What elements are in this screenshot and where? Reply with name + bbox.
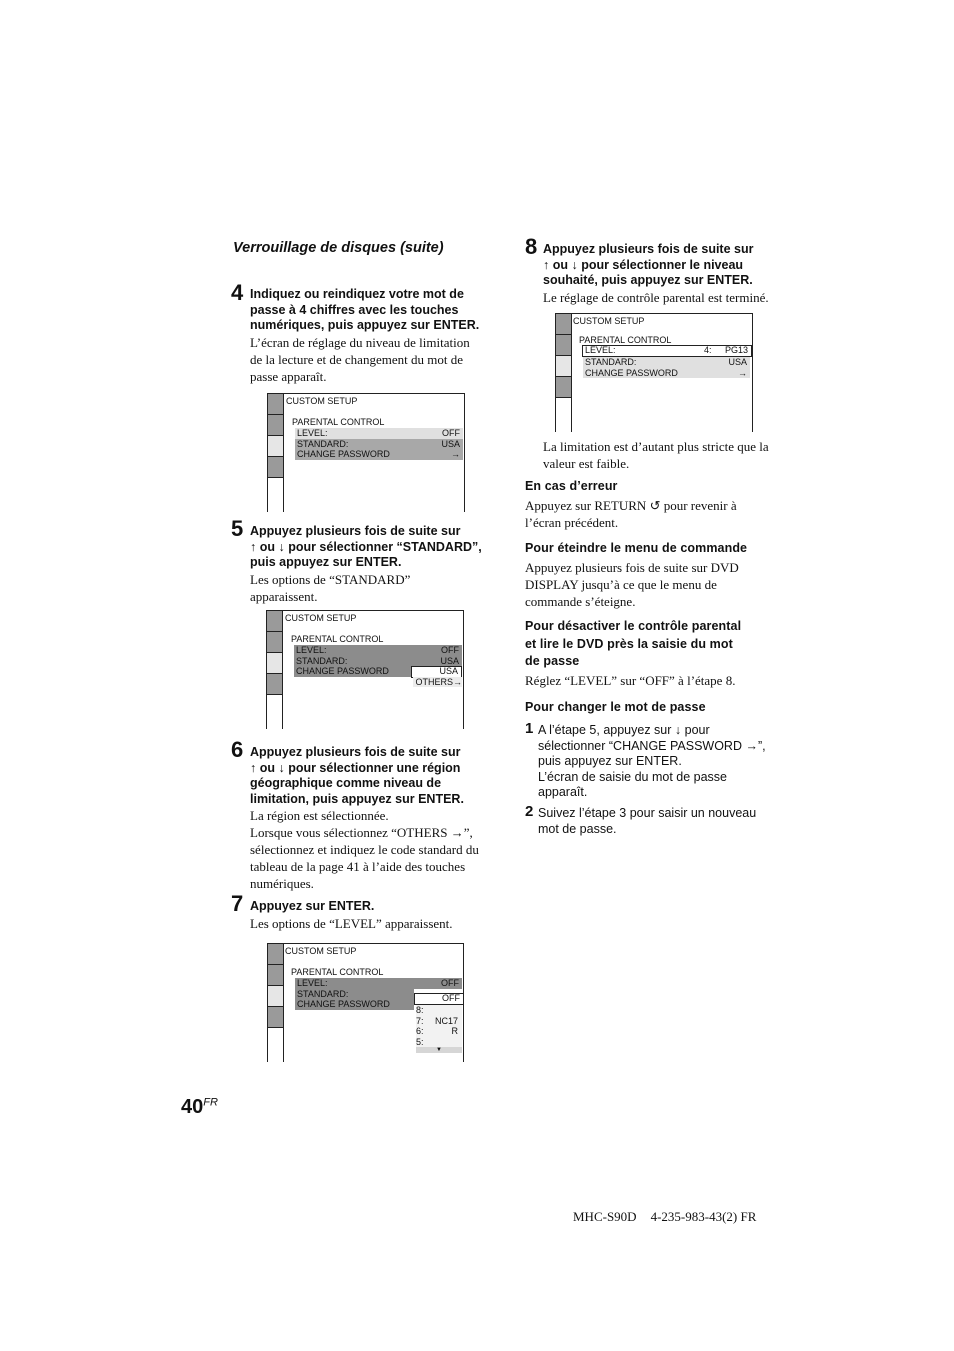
osd-screen-step8	[555, 313, 753, 432]
change-step-2-number: 2	[525, 803, 534, 820]
step-8-note	[543, 438, 769, 472]
text-line: A l’étape 5, appuyez sur ↓ pour	[538, 723, 710, 737]
osd-row-change-password	[294, 666, 411, 677]
text-line: DISPLAY jusqu’à ce que le menu de	[525, 577, 717, 592]
change-step-1-number: 1	[525, 720, 534, 737]
heading-line: de passe	[525, 654, 580, 668]
row-label: STANDARD:	[297, 438, 349, 449]
menu-off-text	[525, 559, 739, 610]
text-line: Appuyez plusieurs fois de suite sur DVD	[525, 560, 739, 575]
level-code: NC17	[434, 1015, 458, 1026]
osd-row-standard	[295, 989, 414, 1000]
osd-header: CUSTOM SETUP	[285, 613, 357, 623]
step-8-line: Appuyez plusieurs fois de suite sur	[543, 242, 754, 256]
osd-icon	[556, 335, 571, 356]
osd-screen-step7	[267, 943, 464, 1062]
osd-level-list	[416, 1005, 462, 1047]
step-6-number: 6	[231, 737, 244, 762]
osd-row-change-password	[583, 368, 750, 379]
step-8-line: ↑ ou ↓ pour sélectionner le niveau	[543, 257, 744, 272]
row-value: OFF	[441, 645, 459, 655]
page-number	[181, 1096, 218, 1119]
step-6-line: Appuyez plusieurs fois de suite sur	[250, 745, 461, 759]
step-4-line: Indiquez ou reindiquez votre mot de	[250, 287, 464, 301]
desc-line: passe apparaît.	[250, 369, 327, 384]
error-text	[525, 497, 737, 531]
list-item	[416, 1037, 462, 1048]
arrow-icon: →	[738, 367, 747, 378]
osd-subheader: PARENTAL CONTROL	[291, 967, 384, 977]
osd-icon	[268, 415, 283, 436]
step-7-description: Les options de “LEVEL” apparaissent.	[250, 916, 453, 931]
row-label: STANDARD:	[297, 988, 349, 999]
row-label: LEVEL:	[297, 978, 328, 988]
text-line: l’écran précédent.	[525, 515, 619, 530]
scroll-down-icon: ▼	[416, 1047, 462, 1053]
row-label: STANDARD:	[585, 357, 637, 367]
step-6-description	[250, 807, 479, 892]
text-line: apparaît.	[538, 785, 588, 799]
level-code: R	[451, 1026, 458, 1036]
osd-icon	[267, 632, 282, 653]
change-password-heading: Pour changer le mot de passe	[525, 700, 706, 714]
osd-icon	[267, 611, 282, 632]
row-value: PG13	[724, 345, 748, 355]
row-label: LEVEL:	[296, 645, 327, 655]
osd-header: CUSTOM SETUP	[286, 396, 358, 406]
step-6-line: ↑ ou ↓ pour sélectionner une région	[250, 760, 461, 775]
osd-icon	[556, 314, 571, 335]
row-value: OFF	[441, 978, 459, 988]
osd-screen-step5	[266, 610, 464, 729]
osd-row-change-password	[295, 999, 414, 1010]
level-num: 4:	[704, 345, 712, 355]
desc-line: sélectionnez et indiquez le code standard du	[250, 842, 479, 857]
row-label: CHANGE PASSWORD	[585, 367, 678, 378]
osd-icon	[268, 1007, 283, 1028]
note-line: valeur est faible.	[543, 456, 630, 471]
text-line: commande s’éteigne.	[525, 594, 636, 609]
osd-subheader: PARENTAL CONTROL	[579, 335, 672, 345]
osd-subheader: PARENTAL CONTROL	[291, 634, 384, 644]
step-5-line: Appuyez plusieurs fois de suite sur	[250, 524, 461, 538]
option-value: USA	[439, 666, 458, 676]
row-label: STANDARD:	[296, 655, 348, 666]
osd-row-level	[295, 978, 462, 989]
osd-icon	[267, 674, 282, 695]
step-8-instruction	[543, 242, 753, 289]
row-value: USA	[440, 655, 459, 666]
osd-row-level	[294, 645, 462, 656]
menu-off-heading: Pour éteindre le menu de commande	[525, 541, 748, 555]
row-value: OFF	[442, 428, 460, 438]
osd-icon	[556, 377, 571, 398]
step-5-number: 5	[231, 516, 244, 541]
text-line: Appuyez sur RETURN ↺ pour revenir à	[525, 498, 737, 513]
desc-line: de la lecture et de changement du mot de	[250, 352, 463, 367]
osd-row-standard	[583, 357, 750, 368]
heading-line: et lire le DVD près la saisie du mot	[525, 636, 733, 651]
step-5-line: ↑ ou ↓ pour sélectionner “STANDARD”,	[250, 539, 482, 554]
osd-icon	[268, 457, 283, 478]
osd-icon-strip	[268, 944, 284, 1062]
level-num: 8:	[416, 1005, 424, 1015]
section-title: Verrouillage de disques (suite)	[233, 240, 444, 256]
desc-line: apparaissent.	[250, 589, 318, 604]
osd-row-standard	[295, 439, 463, 450]
document-code: 4-235-983-43(2) FR	[650, 1209, 757, 1224]
model-name: MHC-S90D	[573, 1209, 637, 1224]
osd-icon	[268, 436, 283, 457]
osd-icon	[267, 653, 282, 674]
page-number-suffix: FR	[203, 1096, 218, 1109]
osd-icon	[556, 356, 571, 377]
text-line: L’écran de saisie du mot de passe	[538, 769, 728, 784]
page-number-value: 40	[181, 1096, 204, 1118]
osd-header: CUSTOM SETUP	[285, 946, 357, 956]
text-line: Suivez l’étape 3 pour saisir un nouveau	[538, 806, 757, 820]
desc-line: tableau de la page 41 à l’aide des touches	[250, 859, 466, 874]
osd-icon	[268, 965, 283, 986]
osd-header: CUSTOM SETUP	[573, 316, 645, 326]
disable-text: Réglez “LEVEL” sur “OFF” à l’étape 8.	[525, 673, 736, 688]
heading-line: Pour désactiver le contrôle parental	[525, 619, 742, 633]
step-4-number: 4	[231, 280, 244, 305]
desc-line: numériques.	[250, 876, 314, 891]
row-label: LEVEL:	[585, 345, 616, 355]
text-line: puis appuyez sur ENTER.	[538, 754, 682, 768]
change-step-1-text	[538, 723, 766, 801]
step-4-description	[250, 334, 470, 385]
step-4-line: passe à 4 chiffres avec les touches	[250, 302, 459, 317]
desc-line: Les options de “STANDARD”	[250, 572, 411, 587]
row-value: USA	[441, 438, 460, 449]
list-item	[416, 1016, 462, 1027]
step-7-instruction: Appuyez sur ENTER.	[250, 899, 375, 913]
osd-row-level	[295, 428, 463, 439]
step-6-instruction	[250, 745, 464, 807]
osd-selected-off	[414, 993, 464, 1005]
level-num: 6:	[416, 1026, 424, 1036]
row-label: CHANGE PASSWORD	[297, 449, 390, 459]
osd-row-change-password	[295, 449, 463, 460]
level-num: 7:	[416, 1015, 424, 1026]
disable-heading	[525, 618, 741, 671]
change-step-2-text	[538, 806, 756, 837]
list-item	[416, 1026, 462, 1037]
step-4-line: numériques, puis appuyez sur ENTER.	[250, 318, 480, 332]
error-heading: En cas d’erreur	[525, 479, 618, 493]
step-5-instruction	[250, 524, 482, 571]
option-value: OFF	[442, 993, 460, 1003]
osd-row-standard	[294, 656, 462, 667]
row-label: CHANGE PASSWORD	[297, 999, 390, 1009]
step-6-line: limitation, puis appuyez sur ENTER.	[250, 791, 464, 806]
osd-icon-strip	[268, 394, 284, 512]
model-code	[573, 1209, 756, 1225]
step-8-line: souhaité, puis appuyez sur ENTER.	[543, 273, 753, 287]
step-7-number: 7	[231, 891, 244, 916]
osd-row-level-selected	[582, 345, 752, 357]
arrow-icon: →	[451, 449, 460, 459]
desc-line: Lorsque vous sélectionnez “OTHERS →”,	[250, 825, 473, 840]
osd-screen-step4	[267, 393, 465, 512]
osd-icon-strip	[267, 611, 283, 729]
level-num: 5:	[416, 1036, 424, 1047]
text-line: mot de passe.	[538, 821, 617, 836]
row-value: USA	[728, 357, 747, 367]
osd-icon-strip	[556, 314, 572, 432]
desc-line: La région est sélectionnée.	[250, 808, 389, 823]
step-8-number: 8	[525, 234, 538, 259]
text-line: sélectionner “CHANGE PASSWORD →”,	[538, 738, 766, 753]
step-6-line: géographique comme niveau de	[250, 776, 442, 790]
note-line: La limitation est d’autant plus stricte que la	[543, 439, 769, 454]
osd-icon	[268, 394, 283, 415]
osd-icon	[268, 986, 283, 1007]
osd-option-others: OTHERS→	[413, 677, 462, 687]
list-item	[416, 1005, 462, 1016]
step-5-description	[250, 571, 410, 605]
step-8-description: Le réglage de contrôle parental est terminé.	[543, 290, 769, 305]
osd-icon	[268, 944, 283, 965]
step-4-instruction	[250, 287, 479, 334]
row-label: LEVEL:	[297, 428, 328, 438]
desc-line: L’écran de réglage du niveau de limitation	[250, 335, 470, 350]
row-label: CHANGE PASSWORD	[296, 666, 389, 676]
step-5-line: puis appuyez sur ENTER.	[250, 555, 402, 569]
osd-subheader: PARENTAL CONTROL	[292, 417, 385, 427]
